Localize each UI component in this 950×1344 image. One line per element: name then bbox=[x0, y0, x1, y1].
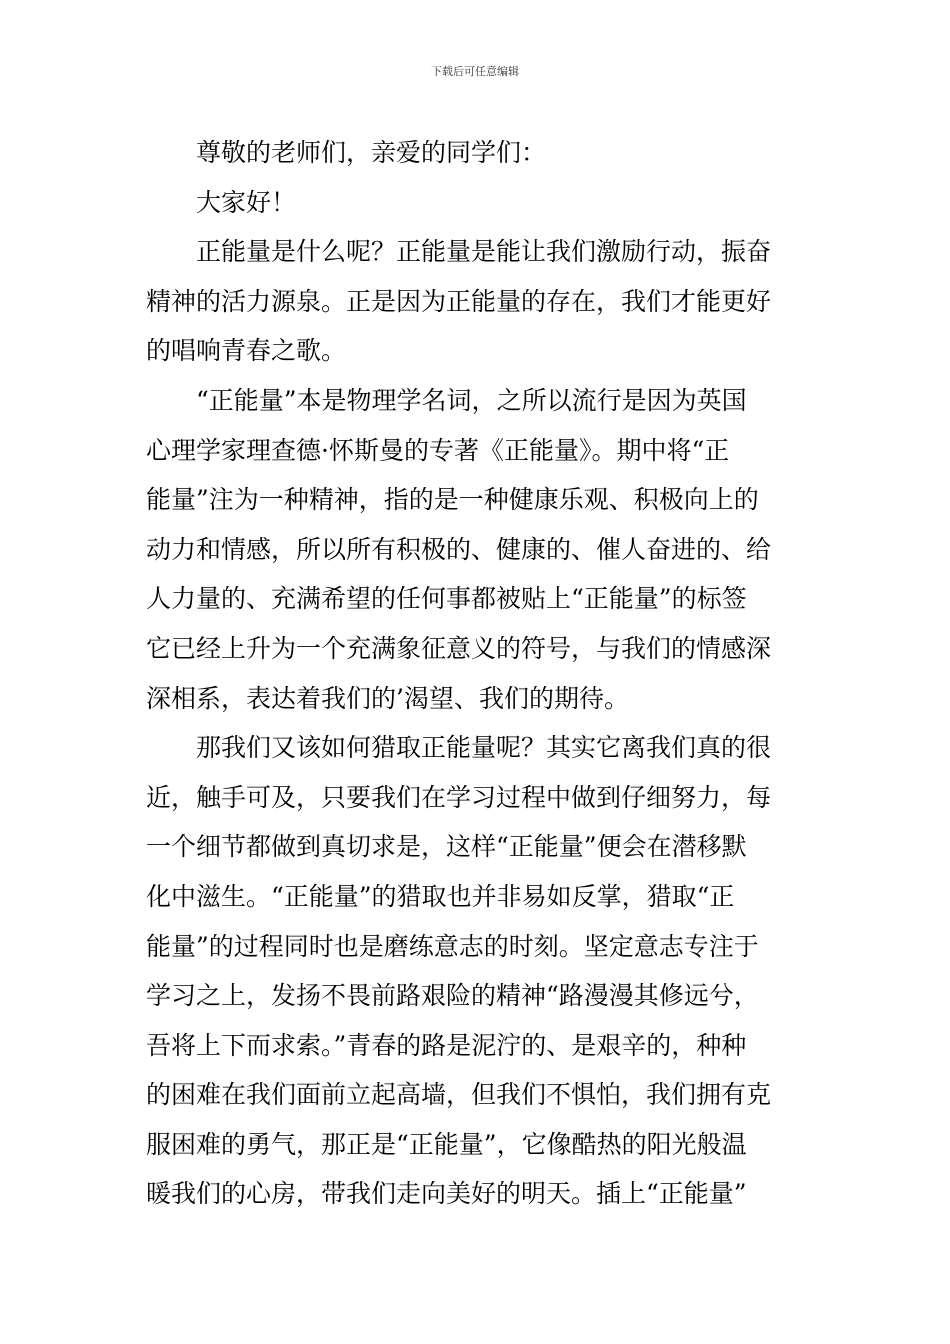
text-line: 服困难的勇气，那正是“正能量”，它像酷热的阳光般温 bbox=[146, 1129, 747, 1159]
text-line: “正能量”本是物理学名词，之所以流行是因为英国 bbox=[196, 385, 747, 415]
text-line: 深相系，表达着我们的’渴望、我们的期待。 bbox=[146, 683, 629, 713]
text-line: 人力量的、充满希望的任何事都被贴上“正能量”的标签 bbox=[146, 584, 747, 614]
text-line: 的唱响青春之歌。 bbox=[146, 336, 347, 366]
text-line: 动力和情感，所以所有积极的、健康的、催人奋进的、给 bbox=[146, 534, 772, 564]
page-header bbox=[0, 64, 950, 80]
text-line: 近，触手可及，只要我们在学习过程中做到仔细努力，每 bbox=[146, 782, 772, 812]
text-line: 一个细节都做到真切求是，这样“正能量”便会在潜移默 bbox=[146, 832, 747, 862]
text-line: 学习之上，发扬不畏前路艰险的精神“路漫漫其修远兮， bbox=[146, 981, 759, 1011]
document-body bbox=[146, 128, 806, 1219]
text-line: 大家好！ bbox=[196, 187, 297, 217]
text-line: 暖我们的心房，带我们走向美好的明天。插上“正能量” bbox=[146, 1179, 747, 1209]
text-line: 的困难在我们面前立起高墙，但我们不惧怕，我们拥有克 bbox=[146, 1080, 772, 1110]
text-line: 心理学家理查德·怀斯曼的专著《正能量》。期中将“正 bbox=[146, 435, 730, 465]
text-line: 化中滋生。“正能量”的猎取也并非易如反掌，猎取“正 bbox=[146, 881, 735, 911]
text-line: 正能量是什么呢？正能量是能让我们激励行动，振奋 bbox=[196, 237, 772, 267]
text-line: 那我们又该如何猎取正能量呢？其实它离我们真的很 bbox=[196, 733, 772, 763]
text-line: 它已经上升为一个充满象征意义的符号，与我们的情感深 bbox=[146, 633, 772, 663]
text-line: 吾将上下而求索。”青春的路是泥泞的、是艰辛的，种种 bbox=[146, 1030, 747, 1060]
header-text: 下载后可任意编辑 bbox=[431, 65, 519, 78]
text-line: 尊敬的老师们，亲爱的同学们： bbox=[196, 138, 547, 167]
text-line: 能量”注为一种精神，指的是一种健康乐观、积极向上的 bbox=[146, 485, 759, 515]
text-line: 能量”的过程同时也是磨练意志的时刻。坚定意志专注于 bbox=[146, 931, 759, 961]
text-line: 精神的活力源泉。正是因为正能量的存在，我们才能更好 bbox=[146, 286, 772, 316]
